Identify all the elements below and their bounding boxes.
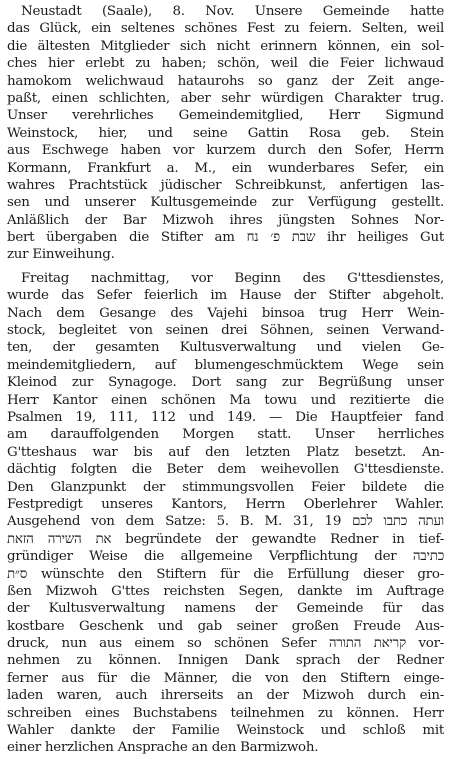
text-line: Ausgehend von dem Satze: 5. B. M. 31, 19 ועתה כתבו לכם [7, 514, 444, 530]
text-line: das Glück, ein seltenes schönes Fest zu feiern. Selten, weil [7, 21, 444, 37]
text-line: Wahler dankte der Familie Weinstock und schloß mit [7, 723, 444, 739]
text-line: Den Glanzpunkt der stimmungsvollen Feier bildete die [7, 479, 444, 495]
text-line: Psalmen 19, 111, 112 und 149. — Die Hauptfeier fand [7, 409, 444, 425]
text-line: am darauffolgenden Morgen statt. Unser herrliches [7, 427, 444, 443]
text-line: zur Einweihung. [7, 247, 115, 263]
text-line: Freitag nachmittag, vor Beginn des G'ttesdienstes, [21, 270, 444, 286]
text-line: Nach dem Gesange des Vajehi binsoa trug Herr Wein- [7, 305, 444, 321]
text-line: meindemitgliedern, auf blumengeschmücktem Wege sein [7, 357, 444, 373]
article-paragraph [7, 270, 444, 757]
article-column [7, 3, 444, 757]
text-line: Anläßlich der Bar Mizwoh ihres jüngsten Sohnes Nor- [7, 212, 444, 228]
text-line: die ältesten Mitglieder sich nicht erinnern können, ein sol- [7, 38, 444, 54]
text-line: ס״ת wünschte den Stiftern für die Erfüllung dieser gro- [7, 566, 444, 582]
text-line: Unser verehrliches Gemeindemitglied, Herr Sigmund [7, 108, 444, 124]
text-line: את השירה הזאת begründete der gewandte Redner in tief- [7, 531, 444, 547]
text-line: wahres Prachtstück jüdischer Schreibkunst, anfertigen las- [7, 177, 444, 193]
article-paragraph [7, 3, 444, 264]
text-line: schreiben eines Buchstabens teilnehmen zu können. Herr [7, 705, 444, 721]
text-line: der Kultusverwaltung namens der Gemeinde für das [7, 601, 444, 617]
text-line: stock, begleitet von seinen drei Söhnen, seinen Verwand- [7, 323, 444, 339]
text-line: druck, nun aus einem so schönen Sefer קריאת התורה vor- [7, 636, 444, 652]
text-line: paßt, einen schlichten, aber sehr würdigen Charakter trug. [7, 90, 444, 106]
text-line: kostbare Geschenk und gab seiner großen Freude Aus- [7, 618, 444, 634]
text-line: ten, der gesamten Kultusverwaltung und vielen Ge- [7, 340, 444, 356]
text-line: hamokom welichwaud hataurohs so ganz der Zeit ange- [7, 73, 444, 89]
text-line: ßen Mizwoh G'ttes reichsten Segen, dankte im Auftrage [7, 583, 444, 599]
text-line: Weinstock, hier, und seine Gattin Rosa geb. Stein [7, 125, 444, 141]
text-line: Neustadt (Saale), 8. Nov. Unsere Gemeinde hatte [21, 4, 444, 19]
text-line: ches hier erlebt zu haben; schön, weil die Feier lichwaud [7, 56, 444, 72]
text-line: Kormann, Frankfurt a. M., ein wunderbares Sefer, ein [7, 160, 444, 176]
text-line: Herr Kantor einen schönen Ma towu und rezitierte die [7, 392, 444, 408]
text-line: ferner aus für die Männer, die von den Stiftern einge- [7, 670, 444, 686]
text-line: einer herzlichen Ansprache an den Barmizwoh. [7, 740, 319, 756]
text-line: sen und unserer Kultusgemeinde zur Verfügung gestellt. [7, 195, 444, 211]
text-line: Festpredigt unseres Kantors, Herrn Oberlehrer Wahler. [7, 496, 444, 512]
text-line: Kleinod zur Synagoge. Dort sang zur Begrüßung unser [7, 375, 444, 391]
text-line: G'tteshaus war bis auf den letzten Platz besetzt. An- [7, 444, 444, 460]
text-line: aus Eschwege haben vor kurzem durch den Sofer, Herrn [7, 143, 444, 159]
text-line: nehmen zu können. Innigen Dank sprach der Redner [7, 653, 444, 669]
text-line: gründiger Weise die allgemeine Verpflichtung der כתיבה [7, 549, 444, 565]
text-line: dächtig folgten die Beter dem weihevollen G'ttesdienste. [7, 462, 444, 478]
text-line: bert übergaben die Stifter am שבת פ׳ נח ihr heiliges Gut [7, 230, 444, 246]
text-line: laden waren, auch ihrerseits an der Mizwoh durch ein- [7, 688, 444, 704]
text-line: wurde das Sefer feierlich im Hause der Stifter abgeholt. [7, 288, 444, 304]
